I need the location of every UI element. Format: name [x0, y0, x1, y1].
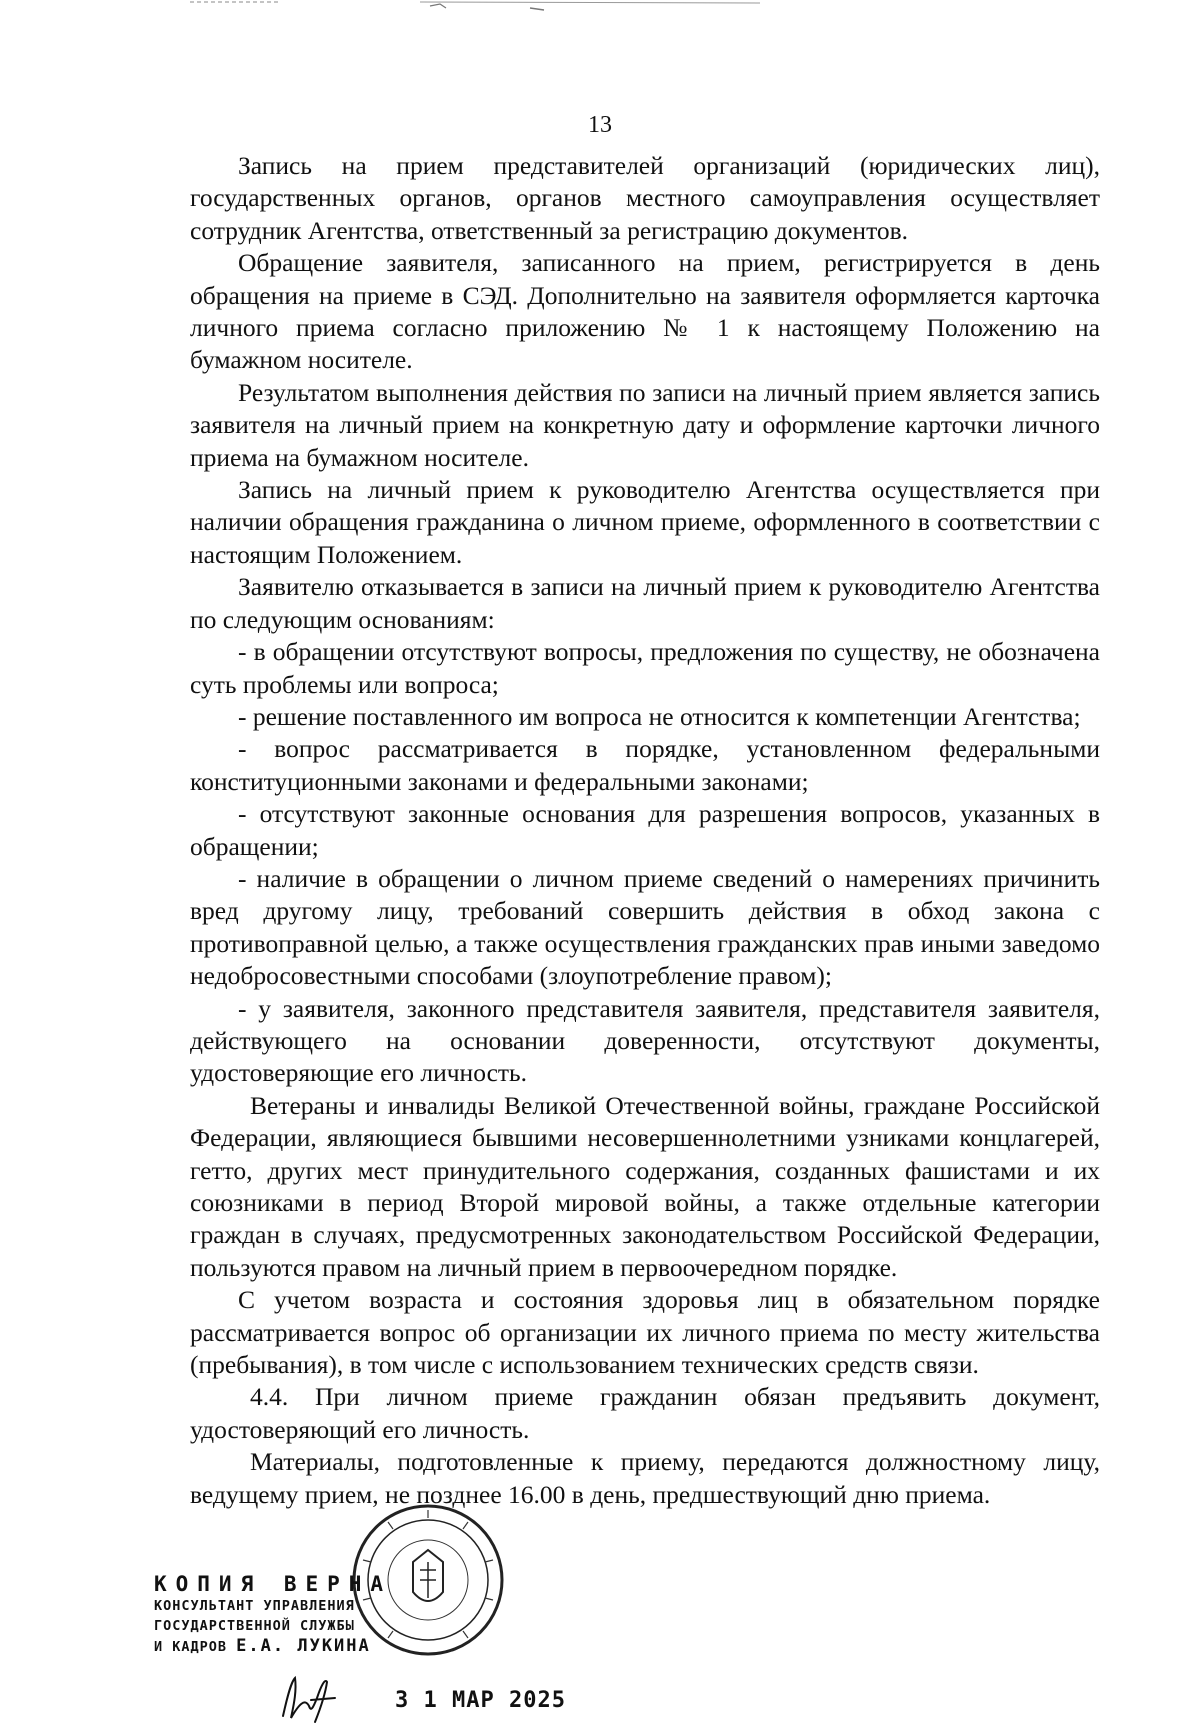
- certification-stamp: [154, 1572, 394, 1657]
- paragraph: Материалы, подготовленные к приему, передаются должностному лицу, ведущему прием, не позднее 16.00 в день, предшествующий дню приема.: [190, 1447, 1100, 1509]
- list-item: - в обращении отсутствуют вопросы, предложения по существу, не обозначена суть проблемы или вопроса;: [190, 637, 1100, 699]
- paragraph: Заявителю отказывается в записи на личный прием к руководителю Агентства по следующим основаниям:: [190, 572, 1100, 634]
- paragraph: Запись на прием представителей организаций (юридических лиц), государственных органов, органов местного самоуправления осуществляет сотрудник Агентства, ответственный за регистрацию документов.: [190, 151, 1100, 245]
- document-body: [190, 150, 1100, 1511]
- paragraph: Ветераны и инвалиды Великой Отечественной войны, граждане Российской Федерации, являющиеся бывшими несовершеннолетними узниками концлагерей, гетто, других мест принудительного содержания, созданных фашистами и их союзниками в период Второй мировой войны, а также отдельные категории граждан в случаях, предусмотренных законодательством Российской Федерации, пользуются правом на личный прием в первоочередном порядке.: [190, 1090, 1100, 1282]
- list-item: - вопрос рассматривается в порядке, установленном федеральными конституционными законами и федеральными законами;: [190, 734, 1100, 796]
- paragraph: С учетом возраста и состояния здоровья лиц в обязательном порядке рассматривается вопрос об организации их личного приема по месту жительства (пребывания), в том числе с использованием технических средств связи.: [190, 1285, 1100, 1380]
- list-item: - у заявителя, законного представителя заявителя, представителя заявителя, действующего на основании доверенности, отсутствуют документы, удостоверяющие его личность.: [190, 993, 1100, 1088]
- stamp-dept-suffix: И КАДРОВ: [154, 1639, 228, 1655]
- scan-artifacts: [0, 0, 1200, 40]
- stamp-name: Е.А. ЛУКИНА: [236, 1636, 371, 1656]
- paragraph: Запись на личный прием к руководителю Агентства осуществляется при наличии обращения гражданина о личном приеме, оформленного в соответствии с настоящим Положением.: [190, 475, 1100, 569]
- stamp-department: ГОСУДАРСТВЕННОЙ СЛУЖБЫ: [154, 1618, 355, 1634]
- paragraph: Результатом выполнения действия по записи на личный прием является запись заявителя на личный прием на конкретную дату и оформление карточки личного приема на бумажном носителе.: [190, 377, 1100, 472]
- page-number: 13: [588, 112, 612, 138]
- stamp-date: 3 1 МАР 2025: [395, 1688, 566, 1713]
- paragraph: 4.4. При личном приеме гражданин обязан предъявить документ, удостоверяющий его личность.: [190, 1382, 1100, 1444]
- stamp-position: КОНСУЛЬТАНТ УПРАВЛЕНИЯ: [154, 1598, 355, 1614]
- handwritten-signature: [275, 1668, 345, 1724]
- list-item: - отсутствуют законные основания для разрешения вопросов, указанных в обращении;: [190, 799, 1100, 861]
- stamp-title: КОПИЯ ВЕРНА: [154, 1572, 393, 1596]
- list-item: - решение поставленного им вопроса не относится к компетенции Агентства;: [238, 701, 1081, 731]
- paragraph: Обращение заявителя, записанного на прием, регистрируется в день обращения на приеме в СЭД. Дополнительно на заявителя оформляется карточка личного приема согласно приложению № 1 к настоящему Положению на бумажном носителе.: [190, 248, 1100, 375]
- list-item: - наличие в обращении о личном приеме сведений о намерениях причинить вред другому лицу, требований совершить действия в обход закона с противоправной целью, а также осуществления гражданских прав иными заведомо недобросовестными способами (злоупотребление правом);: [190, 863, 1100, 991]
- stamp-signer: [154, 1636, 394, 1657]
